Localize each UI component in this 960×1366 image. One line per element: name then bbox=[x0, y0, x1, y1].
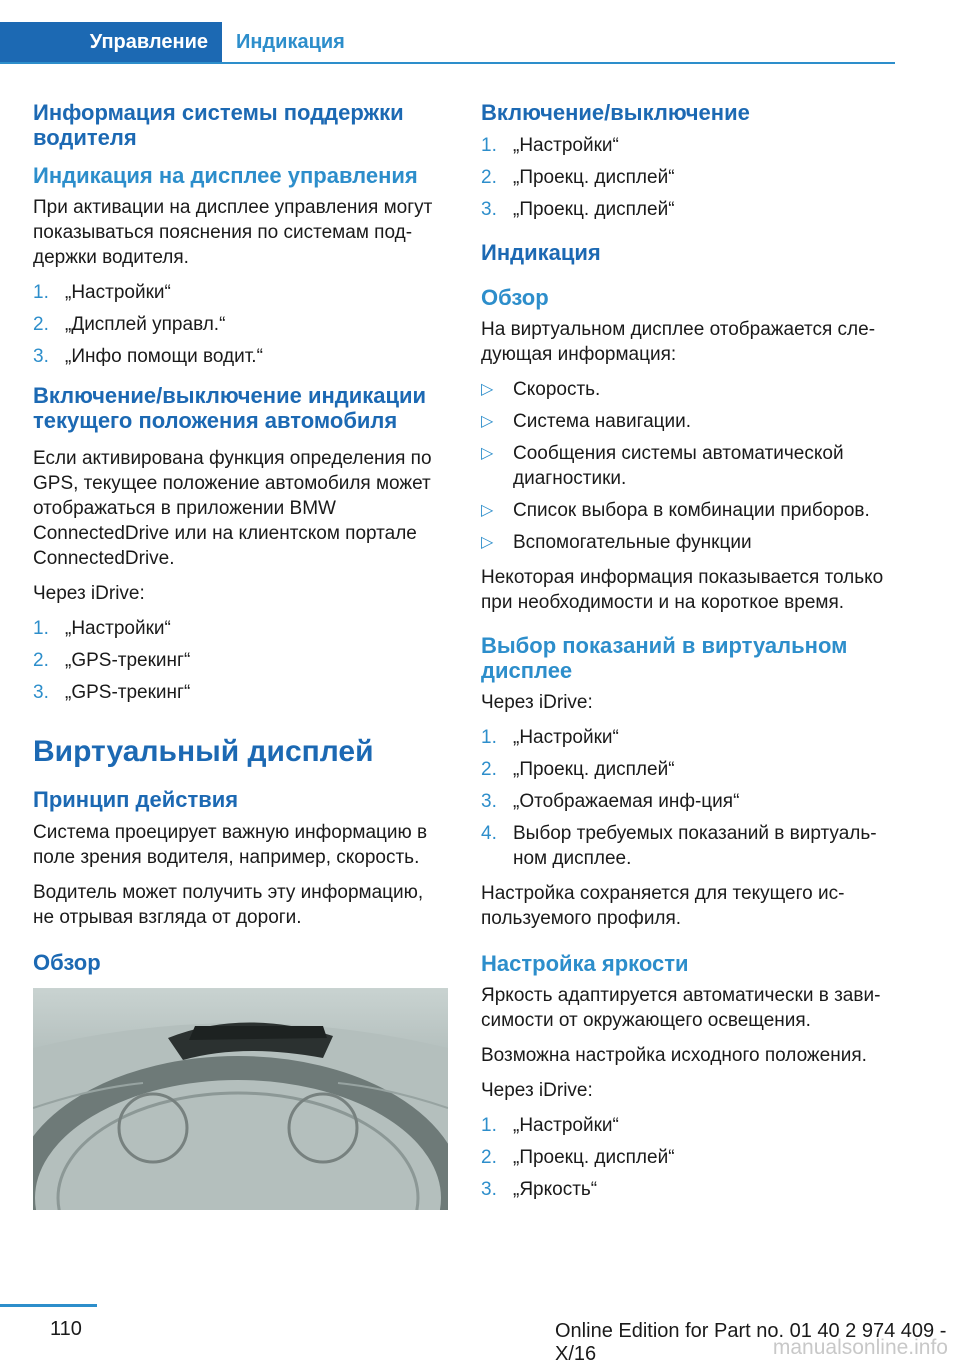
heading-principle: Принцип действия bbox=[33, 787, 239, 812]
paragraph-via-idrive-2: Через iDrive: bbox=[481, 1080, 593, 1101]
steps-list-1 bbox=[33, 280, 448, 369]
paragraph-via-idrive: Через iDrive: bbox=[33, 583, 145, 604]
tab-control[interactable]: Управление bbox=[0, 22, 222, 62]
list-item: ▷ Сообщения системы автоматической диагностики. bbox=[481, 443, 844, 489]
list-item: 3. „GPS-трекинг“ bbox=[33, 682, 191, 703]
steps-list-2 bbox=[33, 616, 448, 705]
paragraph-brightness-2: Возможна настройка исходного положения. bbox=[481, 1045, 867, 1066]
right-column bbox=[481, 100, 896, 1212]
steps-list-r3 bbox=[481, 1113, 896, 1202]
heading-virtual-display: Виртуальный дисплей bbox=[33, 735, 374, 768]
list-item: 3. „Инфо помощи водит.“ bbox=[33, 346, 263, 367]
paragraph-principle-2: Водитель может получить эту информацию, не отрывая взгляда от дороги. bbox=[33, 882, 424, 928]
paragraph-some-info: Некоторая информация показывается только при необходимости и на короткое время. bbox=[481, 567, 884, 613]
heading-brightness: Настройка яркости bbox=[481, 951, 689, 976]
heading-on-off: Включение/выключение bbox=[481, 100, 750, 125]
list-item: 2. „GPS-трекинг“ bbox=[33, 650, 191, 671]
bullet-list bbox=[481, 377, 896, 555]
paragraph-gps: Если активирована функция определения по GPS, текущее положение автомобиля может отображаться в приложении BMW ConnectedDrive или на клиентском портале ConnectedDrive. bbox=[33, 448, 432, 569]
list-item: 1. „Настройки“ bbox=[481, 135, 619, 156]
list-item: 1. „Настройки“ bbox=[33, 282, 171, 303]
head-up-display-photo bbox=[33, 988, 448, 1210]
paragraph-principle-1: Система проецирует важную информацию в поле зрения водителя, например, скорость. bbox=[33, 822, 428, 868]
steps-list-r2 bbox=[481, 725, 896, 871]
list-item: 3. „Яркость“ bbox=[481, 1179, 598, 1200]
tab-indication[interactable]: Индикация bbox=[236, 31, 345, 53]
list-item: 2. „Проекц. дисплей“ bbox=[481, 1147, 675, 1168]
list-item: 3. „Проекц. дисплей“ bbox=[481, 199, 675, 220]
heading-select-readings: Выбор показаний в виртуальном дисплее bbox=[481, 633, 848, 683]
heading-overview-right: Обзор bbox=[481, 285, 549, 310]
paragraph-overview: На виртуальном дисплее отображается следующая информация: bbox=[481, 319, 876, 365]
paragraph-brightness-1: Яркость адаптируется автоматически в зависимости от окружающего освещения. bbox=[481, 985, 881, 1031]
list-item: 2. „Проекц. дисплей“ bbox=[481, 167, 675, 188]
paragraph-saved: Настройка сохраняется для текущего используемого профиля. bbox=[481, 883, 845, 929]
list-item: ▷ Скорость. bbox=[481, 379, 601, 400]
watermark: manualsonline.info bbox=[772, 1336, 948, 1359]
list-item: 1. „Настройки“ bbox=[481, 727, 619, 748]
list-item: 1. „Настройки“ bbox=[481, 1115, 619, 1136]
heading-location-toggle: Включение/выключение индикации текущего положения автомобиля bbox=[33, 383, 427, 433]
list-item: 1. „Настройки“ bbox=[33, 618, 171, 639]
heading-driver-assist-info: Информация системы поддержки водителя bbox=[33, 100, 404, 150]
list-item: ▷ Вспомогательные функции bbox=[481, 532, 752, 553]
steps-list-r1 bbox=[481, 133, 896, 222]
left-column bbox=[33, 100, 448, 1210]
header-tabs bbox=[0, 22, 895, 64]
list-item: 2. „Дисплей управл.“ bbox=[33, 314, 226, 335]
heading-indication: Индикация bbox=[481, 240, 601, 265]
page-number: 110 bbox=[50, 1318, 82, 1340]
list-item: 4. Выбор требуемых показаний в виртуальном дисплее. bbox=[481, 823, 877, 869]
paragraph-via-idrive: Через iDrive: bbox=[481, 692, 593, 713]
heading-control-display: Индикация на дисплее управления bbox=[33, 163, 418, 188]
list-item: ▷ Список выбора в комбинации приборов. bbox=[481, 500, 870, 521]
list-item: ▷ Система навигации. bbox=[481, 411, 692, 432]
heading-overview-left: Обзор bbox=[33, 950, 101, 975]
paragraph-control-display: При активации на дисплее управления могут показываться пояснения по системам поддержки водителя. bbox=[33, 197, 433, 268]
edition-text: Online Edition for Part no. 01 40 2 974 409 - X/16 bbox=[555, 1320, 947, 1365]
footer-rule bbox=[0, 1304, 97, 1307]
list-item: 2. „Проекц. дисплей“ bbox=[481, 759, 675, 780]
list-item: 3. „Отображаемая инф-ция“ bbox=[481, 791, 740, 812]
